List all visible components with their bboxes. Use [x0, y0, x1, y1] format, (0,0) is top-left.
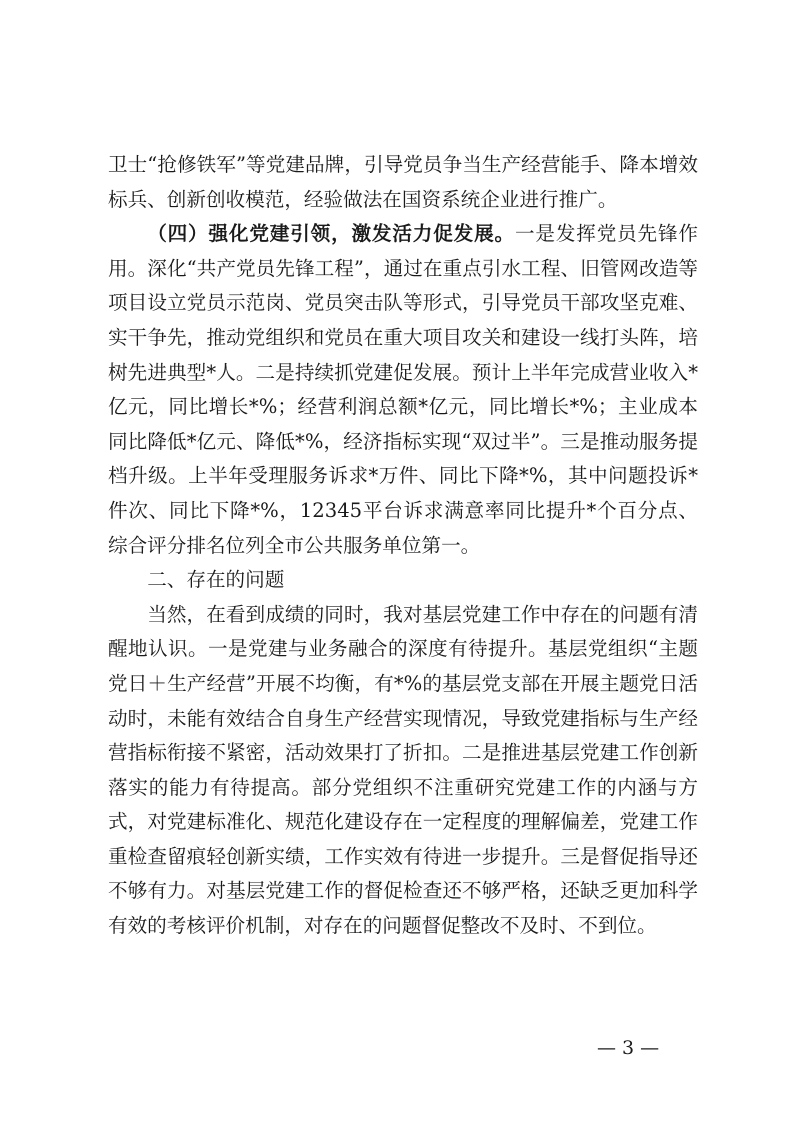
subsection-heading: （四）强化党建引领，激发活力促发展。 [147, 222, 515, 246]
paragraph-strengthen-leadership [108, 217, 698, 563]
page-number: — 3 — [597, 1037, 660, 1059]
paragraph-problems: 当然，在看到成绩的同时，我对基层党建工作中存在的问题有清醒地认识。一是党建与业务融合的深度有待提升。基层党组织“主题党日＋生产经营”开展不均衡，有*%的基层党支部在开展主题党日活动时，未能有效结合自身生产经营实现情况，导致党建指标与生产经营指标衔接不紧密，活动效果打了折扣。二是推进基层党建工作创新落实的能力有待提高。部分党组织不注重研究党建工作的内涵与方式，对党建标准化、规范化建设存在一定程度的理解偏差，党建工作重检查留痕轻创新实绩，工作实效有待进一步提升。三是督促指导还不够有力。对基层党建工作的督促检查还不够严格，还缺乏更加科学有效的考核评价机制，对存在的问题督促整改不及时、不到位。 [108, 602, 698, 938]
paragraph-party-brand: 卫士“抢修铁军”等党建品牌，引导党员争当生产经营能手、降本增效标兵、创新创收模范，经验做法在国资系统企业进行推广。 [108, 153, 698, 211]
document-body [108, 148, 698, 944]
subsection-body: 一是发挥党员先锋作用。深化“共产党员先锋工程”，通过在重点引水工程、旧管网改造等项目设立党员示范岗、党员突击队等形式，引导党员干部攻坚克难、实干争先，推动党组织和党员在重大项目攻关和建设一线打头阵，培树先进典型*人。二是持续抓党建促发展。预计上半年完成营业收入*亿元，同比增长*%；经营利润总额*亿元，同比增长*%；主业成本同比降低*亿元、降低*%，经济指标实现“双过半”。三是推动服务提档升级。上半年受理服务诉求*万件、同比下降*%，其中问题投诉*件次、同比下降*%，12345平台诉求满意率同比提升*个百分点、综合评分排名位列全市公共服务单位第一。 [108, 222, 699, 557]
section-heading-existing-problems: 二、存在的问题 [147, 568, 285, 592]
